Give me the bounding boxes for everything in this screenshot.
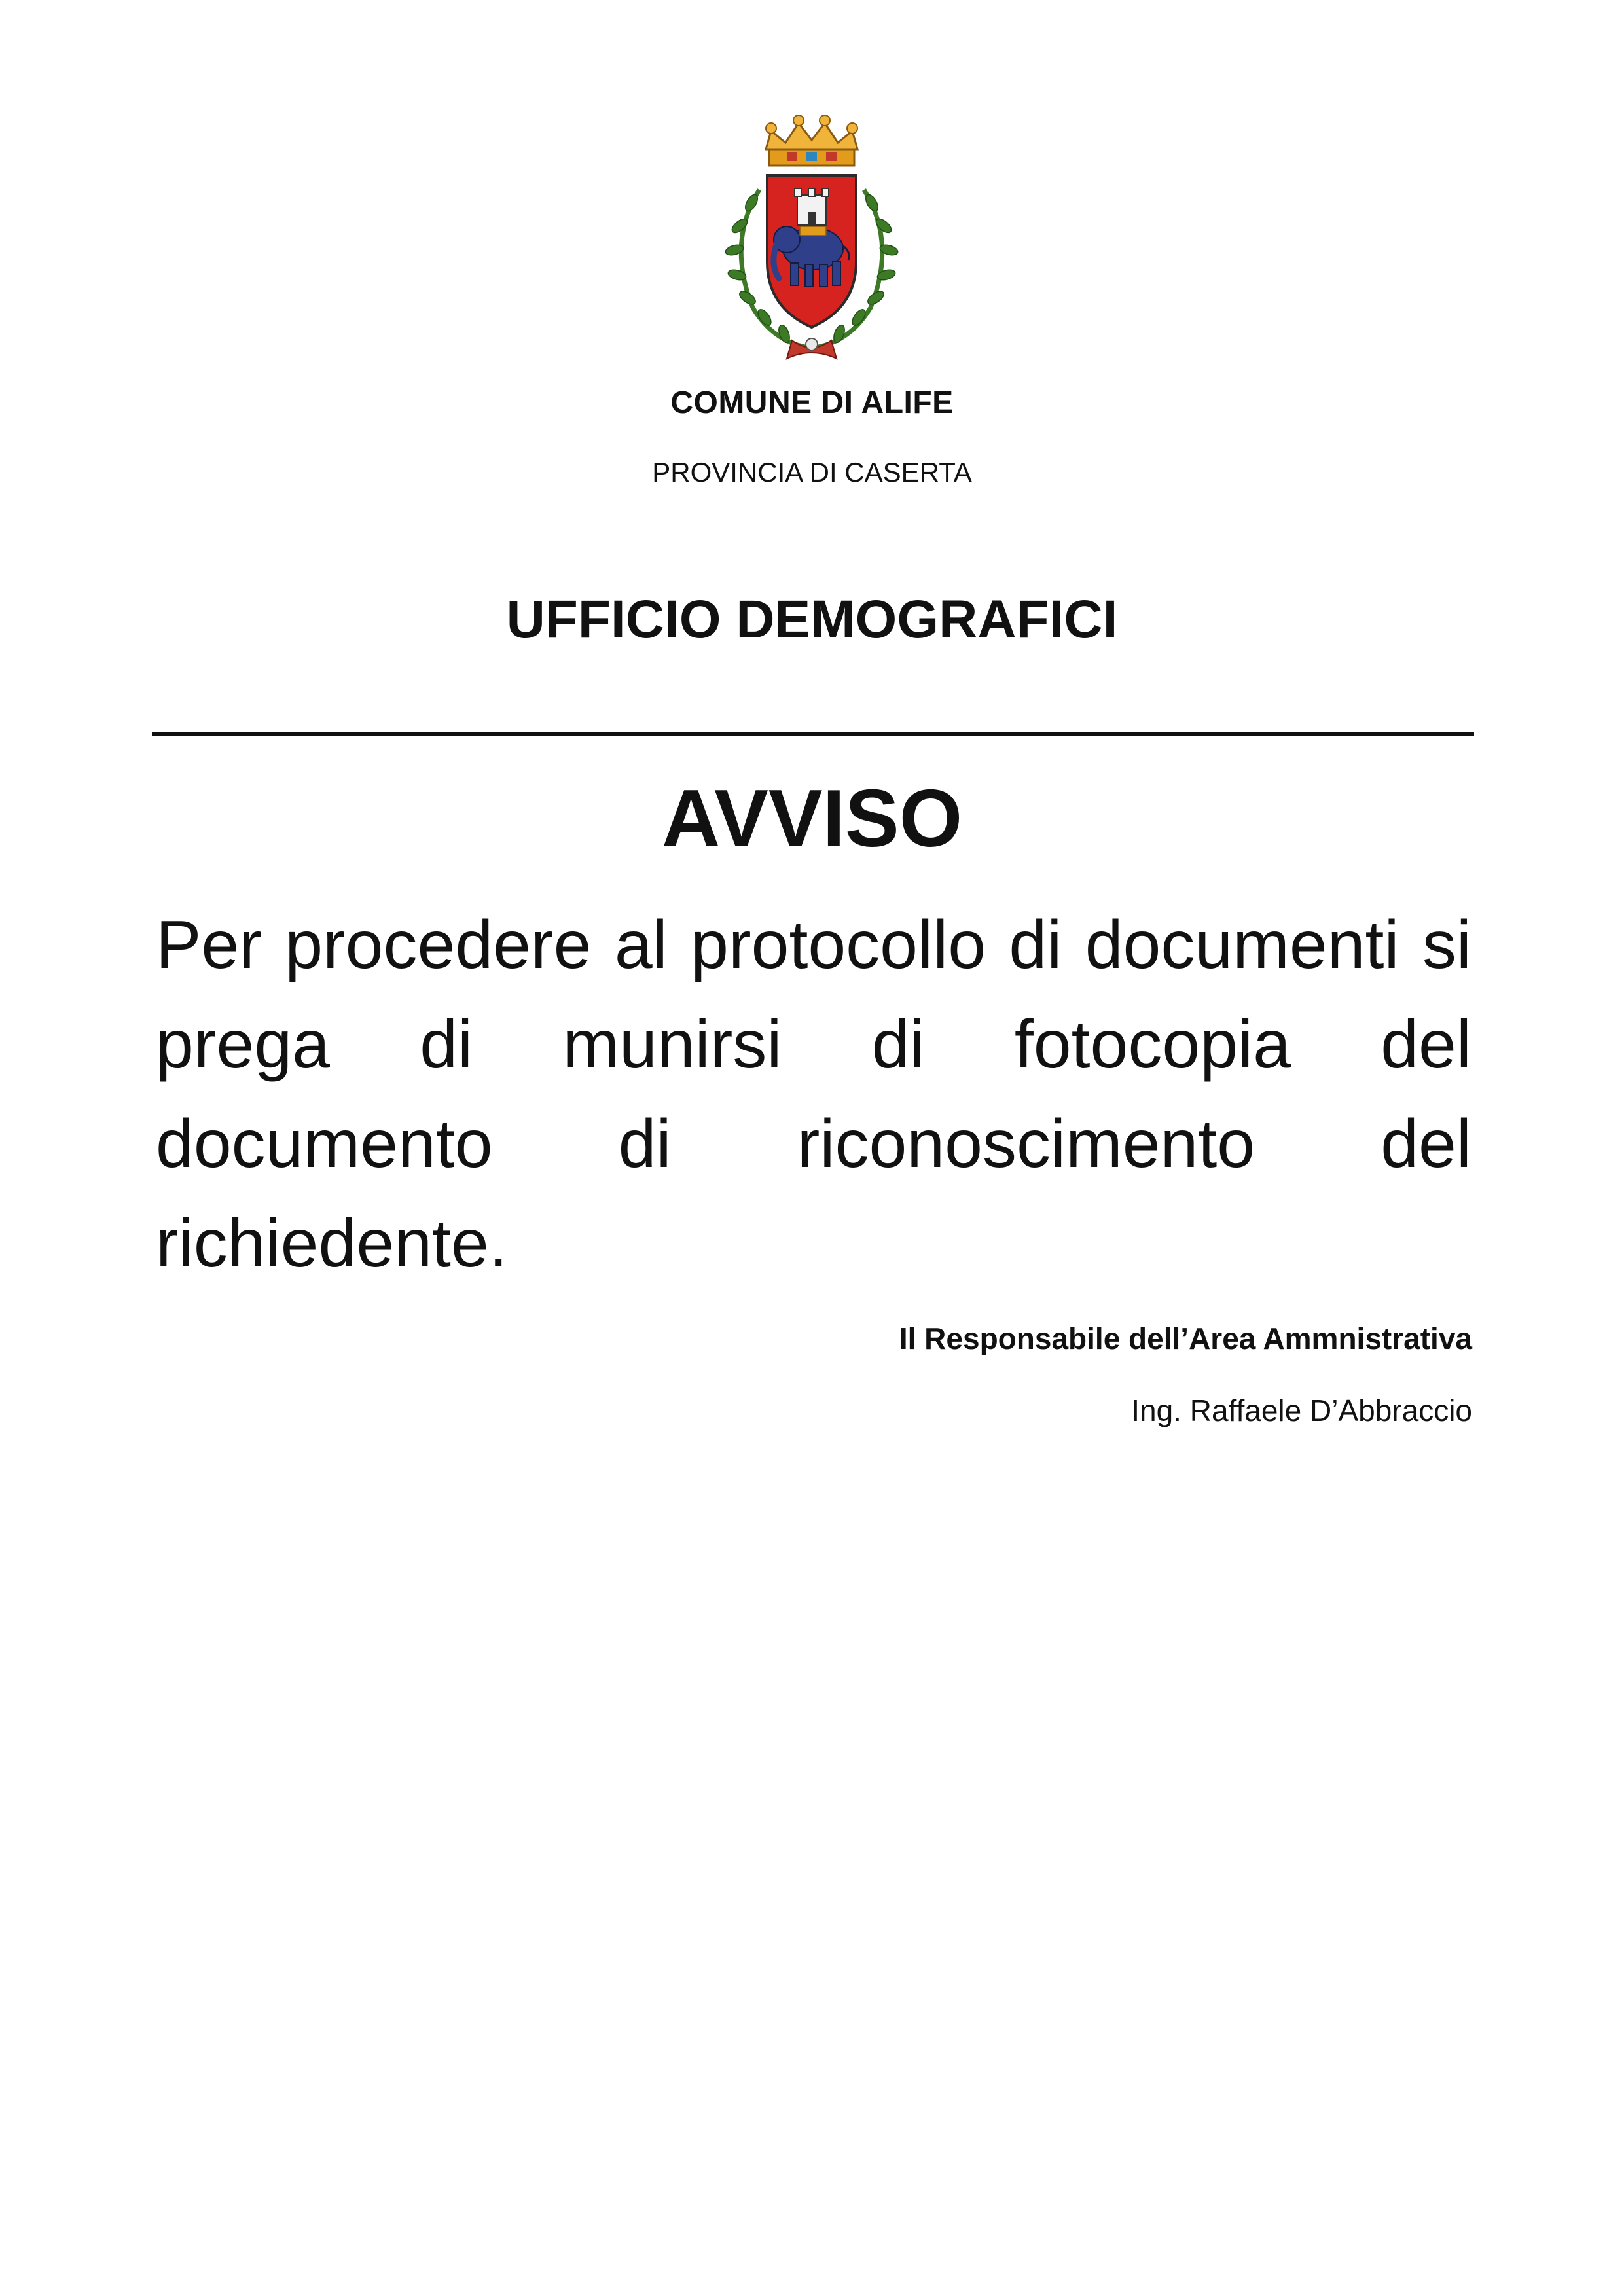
crown-icon	[766, 115, 857, 166]
province-name: PROVINCIA DI CASERTA	[652, 457, 972, 488]
shield-icon	[767, 175, 856, 327]
office-title: UFFICIO DEMOGRAFICI	[506, 590, 1118, 649]
signer-name: Ing. Raffaele D’Abbraccio	[1131, 1393, 1472, 1427]
municipality-name: COMUNE DI ALIFE	[670, 386, 954, 420]
header-divider	[152, 732, 1474, 736]
notice-title: AVVISO	[661, 774, 963, 864]
municipal-coat-of-arms-icon	[713, 111, 910, 367]
notice-body: Per procedere al protocollo di documenti si prega di munirsi di fotocopia del documento di riconoscimento del richiedente.	[156, 907, 1471, 1282]
ribbon-icon	[787, 338, 837, 359]
signer-role: Il Responsabile dell’Area Ammnistrativa	[899, 1321, 1472, 1355]
